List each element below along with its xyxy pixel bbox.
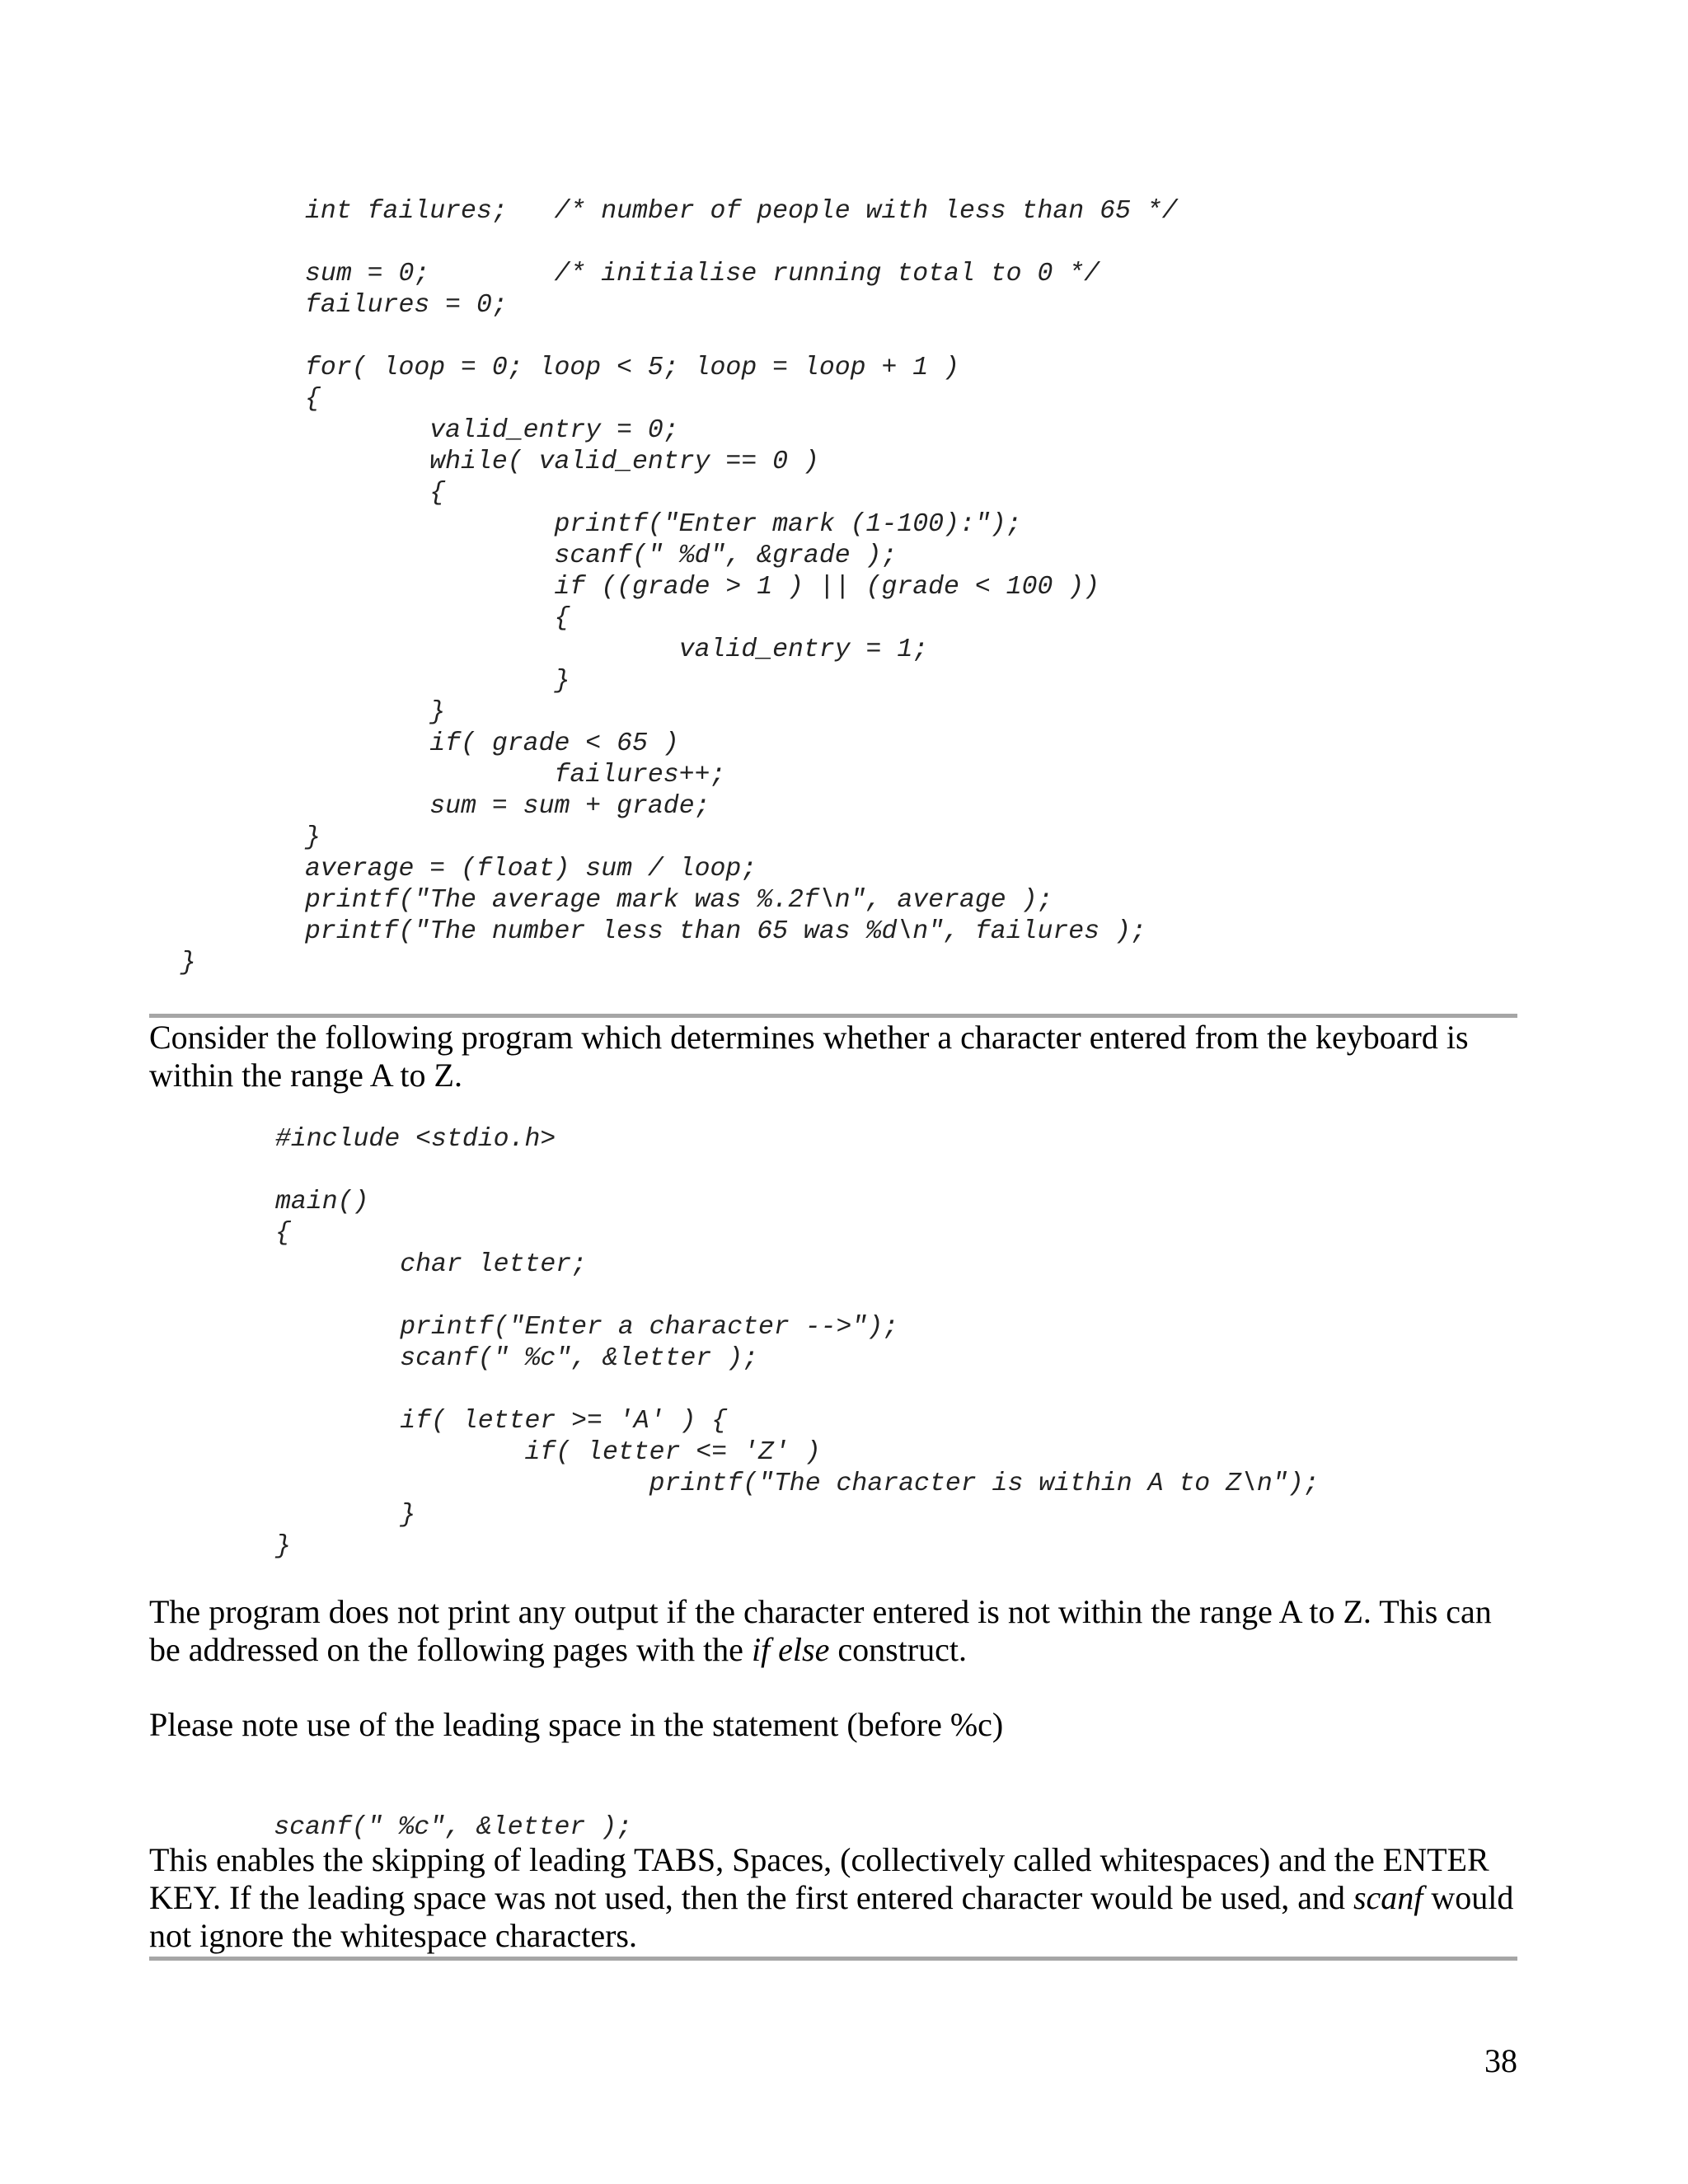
code-block-1-line: sum = sum + grade; (149, 792, 710, 821)
code-block-2-line: scanf(" %c", &letter ); (275, 1344, 758, 1373)
code-block-1-line (149, 321, 1178, 353)
code-block-2-line: char letter; (275, 1250, 588, 1279)
code-block-2-line: #include <stdio.h> (275, 1125, 556, 1154)
code-block-1-line: valid_entry = 0; (149, 416, 679, 445)
if-else-emphasis: if else (751, 1631, 830, 1668)
code-block-1-line: failures = 0; (149, 291, 508, 320)
code-block-1-line: if ((grade > 1 ) || (grade < 100 )) (149, 573, 1100, 602)
code-block-1-line: printf("The number less than 65 was %d\n", failures ); (149, 917, 1146, 946)
code-block-1-line: int failures; /* number of people with less than 65 */ (149, 197, 1178, 226)
explanation-paragraph (149, 1841, 1517, 1955)
code-block-1-line: sum = 0; /* initialise running total to 0 */ (149, 260, 1100, 288)
output-paragraph (149, 1593, 1517, 1669)
code-block-1-line: valid_entry = 1; (149, 635, 929, 664)
code-block-1-line: scanf(" %d", &grade ); (149, 541, 898, 570)
code-block-2-line: if( letter <= 'Z' ) (275, 1438, 821, 1467)
code-block-1-line: } (149, 698, 446, 727)
intro-paragraph: Consider the following program which determines whether a character entered from the keyboard is within the range A to Z. (149, 1019, 1469, 1094)
output-text-after: construct. (829, 1631, 967, 1668)
code-block-2-line: if( letter >= 'A' ) { (275, 1407, 728, 1436)
code-block-1-line: } (149, 667, 570, 696)
code-block-2-line: main() (275, 1188, 369, 1216)
explanation-text-after: would not ignore the whitespace characters. (149, 1879, 1514, 1954)
code-block-1-line: printf("The average mark was %.2f\n", average ); (149, 886, 1053, 915)
code-block-2-line: } (275, 1532, 291, 1561)
code-block-2-line: { (275, 1219, 291, 1248)
code-block-1-line: if( grade < 65 ) (149, 729, 679, 758)
explanation-text-before: This enables the skipping of leading TABS, Spaces, (collectively called whitespaces) and the ENTER KEY. If the leading space was not used, then the first entered character would be used, and (149, 1841, 1489, 1916)
code-block-1-line: { (149, 385, 321, 414)
code-block-1-line: average = (float) sum / loop; (149, 855, 757, 883)
code-block-2-line: printf("Enter a character -->"); (275, 1313, 899, 1342)
code-block-1-line: } (149, 823, 321, 852)
page-number: 38 (1484, 2042, 1517, 2079)
note-paragraph: Please note use of the leading space in the statement (before %c) (149, 1706, 1004, 1743)
output-text-before: The program does not print any output if the character entered is not within the range A to Z. This can be addressed on the following pages with the (149, 1593, 1492, 1668)
code-block-1-line: } (149, 949, 196, 977)
code-block-1-line: { (149, 479, 446, 508)
code-block-1-line: printf("Enter mark (1-100):"); (149, 510, 1022, 539)
code-block-1-line: while( valid_entry == 0 ) (149, 448, 819, 476)
scanf-emphasis: scanf (1353, 1879, 1423, 1916)
code-block-1-line: for( loop = 0; loop < 5; loop = loop + 1 ) (149, 354, 959, 382)
scanf-code-snippet: scanf(" %c", &letter ); (149, 1813, 632, 1842)
code-block-2-line: } (275, 1501, 416, 1530)
code-block-1-line (149, 227, 1178, 259)
code-block-2-line: printf("The character is within A to Z\n"); (275, 1469, 1320, 1498)
code-block-1-line: failures++; (149, 761, 726, 790)
code-block-2-line (275, 1281, 1320, 1312)
section-divider-bottom (149, 1957, 1517, 1961)
code-block-2-line (275, 1375, 1320, 1406)
code-block-1-line: { (149, 604, 570, 633)
section-divider-top (149, 1014, 1517, 1018)
code-block-letter-range (275, 1124, 1320, 1563)
code-block-2-line (275, 1155, 1320, 1187)
code-block-mark-averaging (149, 196, 1178, 979)
